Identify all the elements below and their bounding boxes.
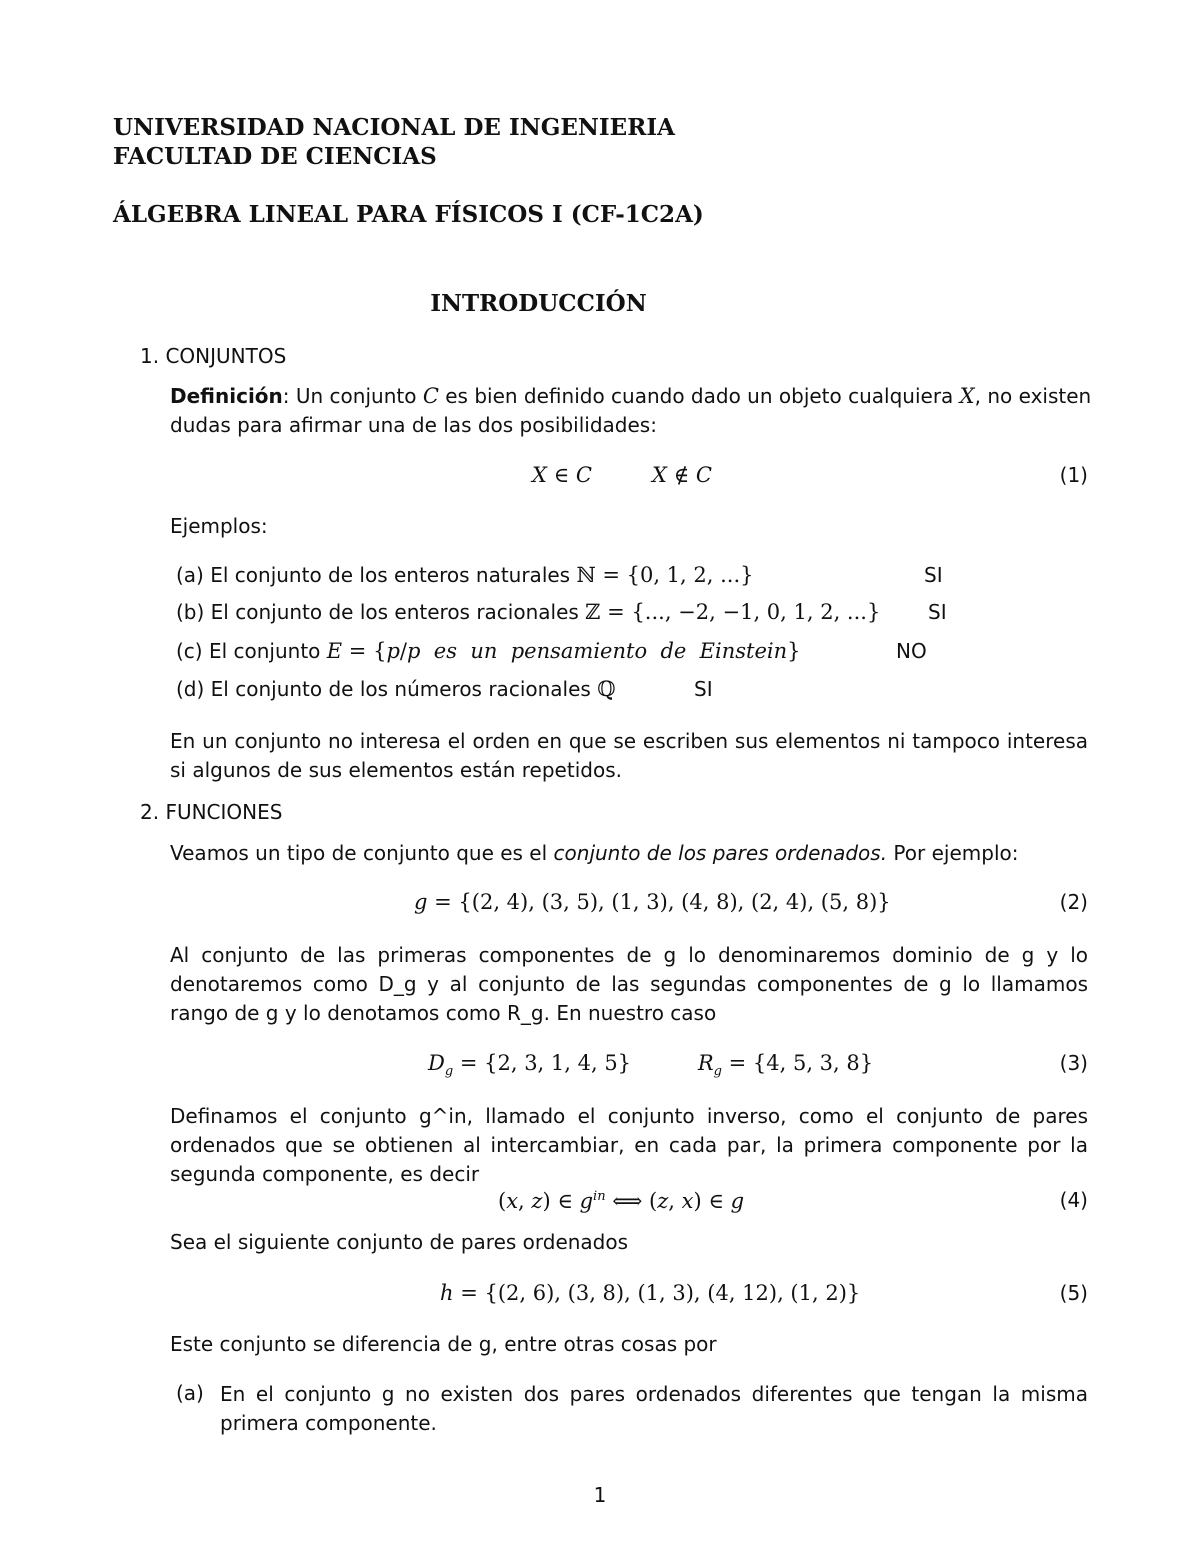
equation-1: X ∈ C X ∉ C [532,463,712,487]
equation-4: (x, z) ∈ $g^{in}$ ⟺ (z, x) ∈ g [498,1189,745,1213]
note-paragraph: En un conjunto no interesa el orden en que se escriben sus elementos ni tampoco interesa si algunos de sus elementos están repetidos. [170,729,1088,782]
definition-label: Definición [170,384,283,408]
definition-line-2: dudas para afirmar una de las dos posibilidades: [170,413,657,437]
inverse-paragraph: Definamos el conjunto g^in, llamado el conjunto inverso, como el conjunto de pares ordenados que se obtienen al intercambiar, en cada par, la primera componente por la segunda componente, es decir [170,1104,1088,1186]
equation-5: h = {(2, 6), (3, 8), (1, 3), (4, 12), (1, 2)} [440,1281,861,1305]
domain-paragraph: Al conjunto de las primeras componentes de g lo denominaremos dominio de g y lo denotaremos como D_g y al conjunto de las segundas componentes de g lo llamamos rango de g y lo denotamos como R_g. En nuestro caso [170,943,1088,1025]
equation-number-5: (5) [1059,1281,1088,1305]
list-item-marker-a: (a) [176,1381,204,1405]
examples-label: Ejemplos: [170,514,268,538]
h-intro: Sea el siguiente conjunto de pares ordenados [170,1230,629,1254]
example-answer-a: SI [924,563,943,587]
example-answer-c: NO [896,639,927,663]
example-answer-d: SI [694,677,713,701]
equation-number-1: (1) [1059,463,1088,487]
example-item-a: (a) El conjunto de los enteros naturales ℕ = {0, 1, 2, ...} [176,563,754,587]
equation-2: g = {(2, 4), (3, 5), (1, 3), (4, 8), (2, 4), (5, 8)} [414,890,891,914]
definition-line-1: Definición: Un conjunto C es bien definido cuando dado un objeto cualquiera X, no existen [170,384,1092,408]
example-item-d: (d) El conjunto de los números racionales ℚ [176,677,616,701]
section-heading-funciones: 2. FUNCIONES [140,800,283,824]
funciones-intro: Veamos un tipo de conjunto que es el conjunto de los pares ordenados. Por ejemplo: [170,841,1019,865]
course-title: ÁLGEBRA LINEAL PARA FÍSICOS I (CF-1C2A) [113,201,704,228]
example-answer-b: SI [928,600,947,624]
equation-3: $D_g = \{2$, 3, 1, 4, 5} $R_g = \{4$, 5, 3, 8} [428,1051,874,1080]
example-item-b: (b) El conjunto de los enteros racionales ℤ = {..., −2, −1, 0, 1, 2, ...} [176,600,881,624]
section-heading-conjuntos: 1. CONJUNTOS [140,344,287,368]
difference-intro: Este conjunto se diferencia de g, entre otras cosas por [170,1332,717,1356]
faculty-name: FACULTAD DE CIENCIAS [113,143,437,170]
list-item-a: En el conjunto g no existen dos pares ordenados diferentes que tengan la misma primera componente. [220,1382,1088,1435]
example-item-c: (c) El conjunto E = {p/p es un pensamiento de Einstein} [176,639,801,663]
page-number: 1 [593,1483,607,1507]
university-name: UNIVERSIDAD NACIONAL DE INGENIERIA [113,114,675,141]
equation-number-3: (3) [1059,1051,1088,1075]
equation-number-4: (4) [1059,1188,1088,1212]
page-title: INTRODUCCIÓN [430,290,647,317]
equation-number-2: (2) [1059,890,1088,914]
